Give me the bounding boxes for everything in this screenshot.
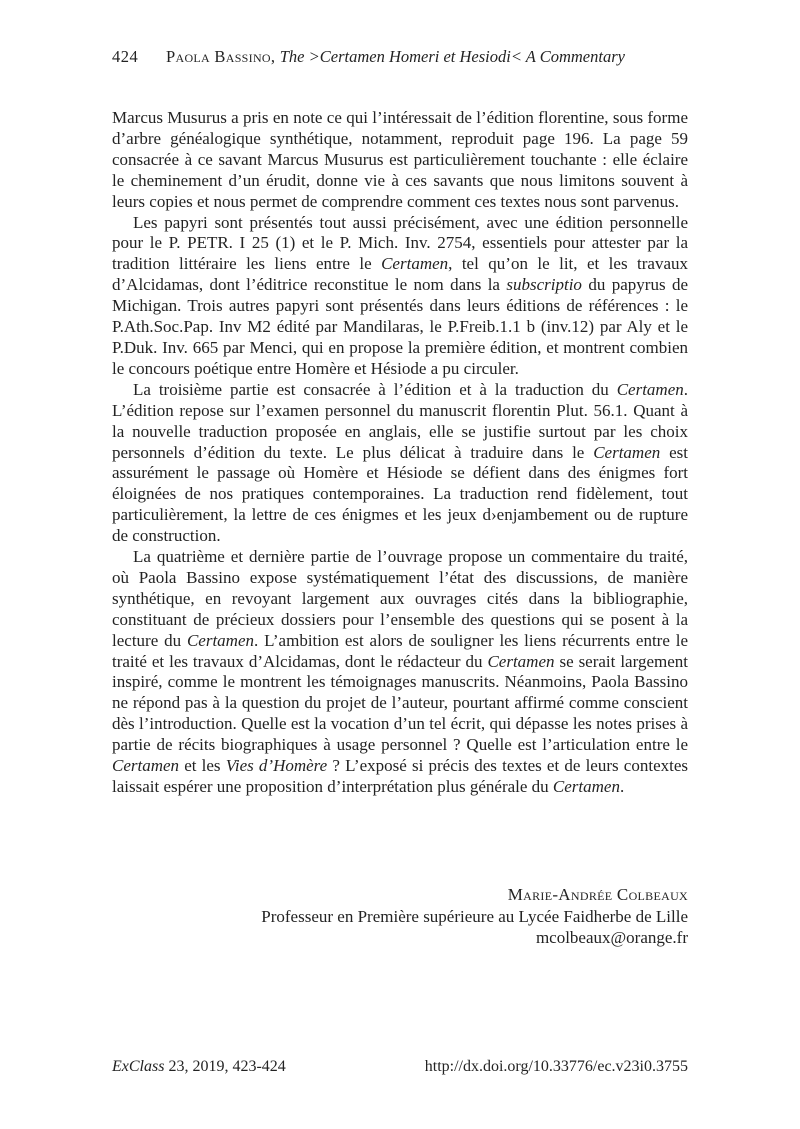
italic-text-segment: Certamen: [186, 630, 254, 650]
text-segment: se serait largement inspiré, comme le montrent les témoignages manuscrits. Néanmoins, Paola Bassino ne répond pas à la question du projet de l’auteur, pourtant affirmé comme conscient dès l’introduction. Quelle est la vocation d’un tel écrit, qui dépasse les notes prises à partie de récits biographiques à usage personnel ? Quelle est l’articulation entre le: [112, 651, 688, 755]
italic-text-segment: Certamen: [552, 777, 620, 796]
review-body-text: [112, 108, 688, 798]
paragraph: [112, 213, 688, 380]
text-segment: est assurément le passage où Homère et Hésiode se défient dans des énigmes fort éloignées de nos pratiques contemporaines. La traduction rend fidèlement, tout particulièrement, la lettre de ces énigmes et les jeux d›enjambement ou de rupture de construction.: [112, 442, 688, 546]
paragraph: [112, 547, 688, 798]
journal-issue-pages: 23, 2019, 423-424: [164, 1058, 286, 1075]
reviewer-name: Marie-Andrée Colbeaux: [507, 885, 688, 904]
page-footer: [112, 1058, 688, 1076]
header-book-title: The >Certamen Homeri et Hesiodi< A Commentary: [279, 47, 625, 66]
italic-text-segment: Certamen: [593, 442, 661, 462]
text-segment: ? L’exposé si précis des textes et de leurs contextes laissait espérer une proposition d’interprétation plus générale du: [112, 756, 688, 796]
header-author: Paola Bassino,: [166, 47, 280, 66]
text-segment: . L’édition repose sur l’examen personnel du manuscrit florentin Plut. 56.1. Quant à la nouvelle traduction proposée en anglais, elle se justifie surtout par les choix personnels d’édition du texte. Le plus délicat à traduire dans le: [112, 379, 688, 462]
italic-text-segment: subscriptio: [506, 275, 582, 295]
text-segment: La quatrième et dernière partie de l’ouvrage propose un commentaire du traité, où Paola Bassino expose systématiquement l’état des discussions, de manière synthétique, en revoyant largement aux ouvrages cités dans la bibliographie, constituant de précieux dossiers pour l’ensemble des questions qui se posent à la lecture du: [112, 547, 688, 650]
italic-text-segment: Certamen: [381, 254, 449, 274]
paragraph: [112, 380, 688, 547]
reviewer-email: mcolbeaux@orange.fr: [535, 928, 688, 947]
text-segment: Marcus Musurus a pris en note ce qui l’intéressait de l’édition florentine, sous forme d’arbre généalogique synthétique, notamment, reproduit page 196. La page 59 consacrée à ce savant Marcus Musurus est particulièrement touchante : elle éclaire le cheminement d’un érudit, donne vie à ces savants que nous limitons souvent à leurs copies et nous permet de comprendre comment ces textes nous sont parvenus.: [112, 108, 688, 211]
text-segment: Les papyri sont présentés tout aussi précisément, avec une édition personnelle pour le P. PETR. I 25 (1) et le P. Mich. Inv. 2754, essentiels pour attester par la tradition littéraire les liens entre le: [112, 212, 688, 274]
signature-block: [112, 884, 688, 949]
italic-text-segment: Certamen: [616, 379, 684, 399]
text-segment: La troisième partie est consacrée à l’édition et à la traduction du: [133, 379, 617, 399]
text-segment: . L’ambition est alors de souligner les liens récurrents entre le traité et les travaux d’Alcidamas, dont le rédacteur du: [112, 630, 688, 671]
page-number: 424: [112, 47, 139, 66]
doi-text: http://dx.doi.org/10.33776/ec.v23i0.3755: [424, 1058, 688, 1075]
paragraph: [112, 108, 688, 213]
journal-citation: [112, 1058, 286, 1076]
journal-name: ExClass: [112, 1058, 165, 1075]
text-segment: du papyrus de Michigan. Trois autres papyri sont présentés dans leurs éditions de références : le P.Ath.Soc.Pap. Inv M2 édité par Mandilaras, le P.Freib.1.1 b (inv.12) par Aly et le P.Duk. Inv. 665 par Menci, qui en propose la première édition, et montrent combien le concours poétique entre Homère et Hésiode a pu circuler.: [112, 275, 688, 378]
italic-text-segment: Certamen: [112, 756, 180, 776]
text-segment: , tel qu’on le lit, et les travaux d’Alcidamas, dont l’éditrice reconstitue le nom dans la: [112, 254, 688, 295]
reviewer-affiliation: Professeur en Première supérieure au Lycée Faidherbe de Lille: [261, 906, 688, 926]
text-segment: .: [619, 777, 625, 796]
italic-text-segment: Certamen: [487, 651, 555, 671]
italic-text-segment: Vies d’Homère: [225, 756, 328, 776]
page-header: [112, 47, 688, 67]
text-segment: et les: [179, 756, 226, 776]
